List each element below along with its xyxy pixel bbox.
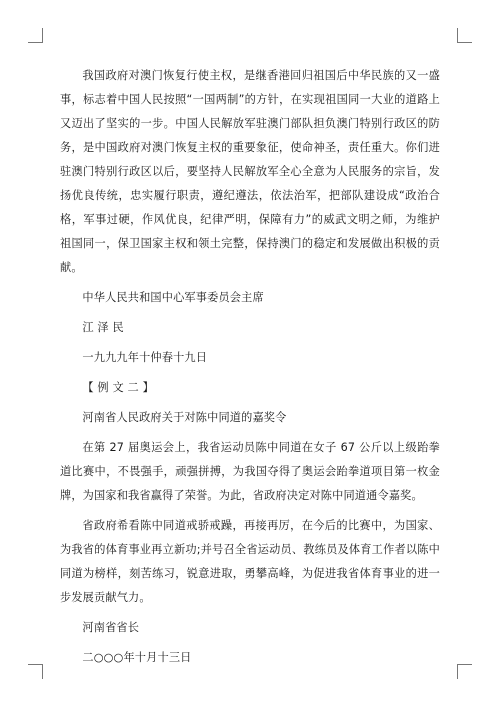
signature-2-organization: 河南省省长	[82, 621, 140, 634]
crop-mark-bottom-right	[457, 664, 472, 679]
crop-mark-top-right	[457, 28, 472, 43]
signature-name: 江 泽 民	[82, 321, 124, 334]
signature-2-date: 二○○○年十月十三日	[82, 651, 192, 664]
document-body	[60, 64, 440, 670]
paragraph-macau-return: 我国政府对澳门恢复行使主权，是继香港回归祖国后中华民族的又一盛事，标志着中国人民按照“一国两制”的方针，在实现祖国同一大业的道路上又迈出了坚实的一步。中国人民解放军驻澳门部队担负澳门特别行政区的防务，是中国政府对澳门恢复主权的重要象征，使命神圣，责任重大。你们进驻澳门特别行政区以后，要坚持人民解放军全心全意为人民服务的宗旨，发扬优良传统，忠实履行职责，遵纪遵法，依法治军，把部队建设成“政治合格，军事过硬，作风优良，纪律严明，保障有力”的威武文明之师，为维护祖国同一，保卫国家主权和领土完整，保持澳门的稳定和发展做出积极的贡献。	[60, 69, 440, 274]
paragraph-encouragement: 省政府希看陈中同道戒骄戒躁，再接再厉，在今后的比赛中，为国家、为我省的体育事业再立新功;并号召全省运动员、教练员及体育工作者以陈中同道为榜样，刻苦练习，锐意进取，勇攀高峰，为促进我省体育事业的进一步发展贡献气力。	[60, 519, 440, 604]
paragraph-olympic-award: 在第 27 届奥运会上，我省运动员陈中同道在女子 67 公斤以上级跆拳道比赛中，不畏强手，顽强拼搏，为我国夺得了奥运会跆拳道项目第一枚金牌，为国家和我省赢得了荣誉。为此，省政府决定对陈中同道通令嘉奖。	[60, 441, 440, 502]
signature-organization: 中华人民共和国中心军事委员会主席	[82, 291, 264, 304]
example-heading: 【 例 文 二 】	[82, 381, 154, 394]
crop-mark-top-left	[28, 28, 43, 43]
signature-date: 一九九九年十仲春十九日	[82, 351, 208, 364]
example-title: 河南省人民政府关于对陈中同道的嘉奖令	[82, 411, 287, 424]
crop-mark-bottom-left	[28, 664, 43, 679]
